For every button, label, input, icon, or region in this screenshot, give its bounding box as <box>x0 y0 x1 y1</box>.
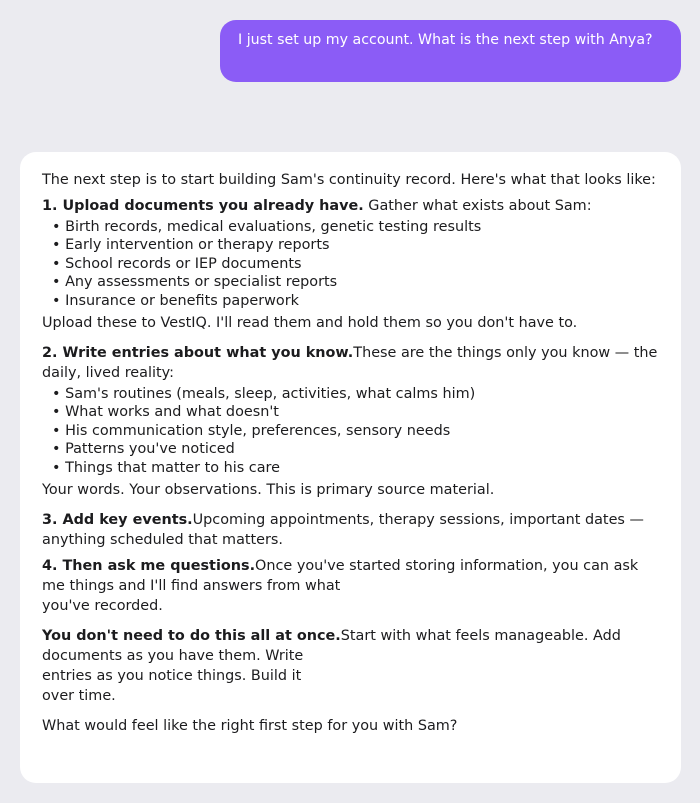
list-item: • What works and what doesn't <box>52 403 659 421</box>
list-item: • Any assessments or specialist reports <box>52 273 659 291</box>
closing-paragraph <box>42 626 659 706</box>
closing-question: What would feel like the right first step for you with Sam? <box>42 718 458 735</box>
list-item: • His communication style, preferences, sensory needs <box>52 422 659 440</box>
step-3-text: Upcoming appointments, therapy sessions, important dates — anything scheduled that matters. <box>42 512 644 549</box>
closing-text-a: Start with what feels manageable. Add documents as you have them. Write <box>42 628 621 665</box>
user-message-bubble <box>220 20 681 82</box>
user-message-text: I just set up my account. What is the next step with Anya? <box>238 32 653 48</box>
closing-heading: You don't need to do this all at once. <box>42 628 341 645</box>
assistant-message-card <box>20 152 681 783</box>
step-4-text-b: you've recorded. <box>42 598 163 615</box>
list-item: • School records or IEP documents <box>52 255 659 273</box>
list-item: • Early intervention or therapy reports <box>52 236 659 254</box>
step-3-heading: 3. Add key events. <box>42 512 193 529</box>
step-2-lead: These are the things only you know — the daily, lived reality: <box>42 345 658 382</box>
list-item: • Things that matter to his care <box>52 459 659 477</box>
step-3-paragraph <box>42 510 659 550</box>
list-item: • Patterns you've noticed <box>52 440 659 458</box>
step-4-paragraph <box>42 556 659 616</box>
step-1-after-text: Upload these to VestIQ. I'll read them and hold them so you don't have to. <box>42 315 578 332</box>
step-1-lead: Gather what exists about Sam: <box>363 198 592 214</box>
list-item: • Sam's routines (meals, sleep, activities, what calms him) <box>52 385 659 403</box>
step-4-text-a: Once you've started storing information, you can ask me things and I'll find answers from what <box>42 558 639 595</box>
list-item: • Insurance or benefits paperwork <box>52 292 659 310</box>
step-2-knowledge-list <box>42 385 659 477</box>
step-2-heading: 2. Write entries about what you know. <box>42 345 354 362</box>
step-4-heading: 4. Then ask me questions. <box>42 558 256 575</box>
step-1-paragraph <box>42 196 659 216</box>
step-1-heading: 1. Upload documents you already have. <box>42 198 364 214</box>
step-2-after-text: Your words. Your observations. This is primary source material. <box>42 482 495 499</box>
closing-text-b: entries as you notice things. Build it <box>42 668 302 685</box>
intro-text: The next step is to start building Sam's continuity record. Here's what that looks like: <box>42 172 656 188</box>
step-1-document-list <box>42 218 659 310</box>
list-item: • Birth records, medical evaluations, genetic testing results <box>52 218 659 236</box>
step-2-paragraph <box>42 343 659 383</box>
closing-text-c: over time. <box>42 688 116 705</box>
